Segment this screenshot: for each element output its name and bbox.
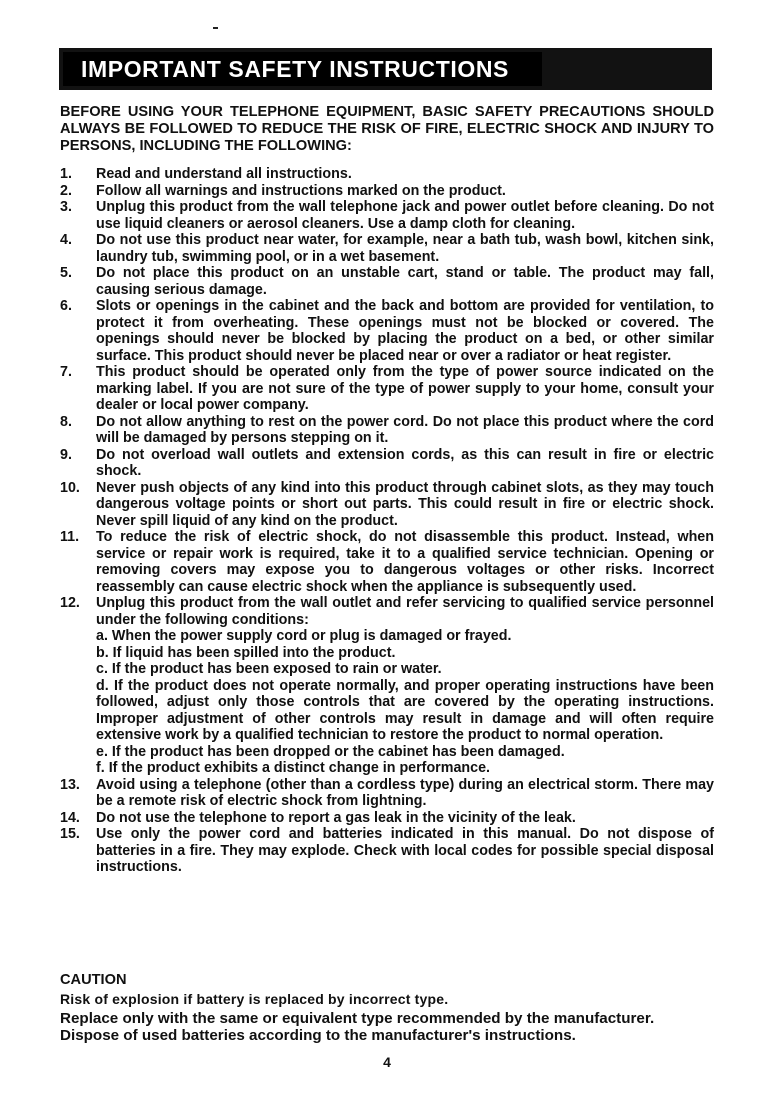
instruction-item	[60, 166, 714, 183]
item-text: Use only the power cord and batteries indicated in this manual. Do not dispose of batteries in a fire. They may explode. Check with local codes for possible special disposal instructions.	[96, 826, 714, 875]
item-number: 1.	[60, 166, 72, 182]
item-number: 11.	[60, 529, 80, 545]
instruction-item	[60, 826, 714, 876]
instruction-item	[60, 810, 714, 827]
caution-subheading: Risk of explosion if battery is replaced by incorrect type.	[60, 991, 449, 1007]
page-title: IMPORTANT SAFETY INSTRUCTIONS	[81, 56, 509, 82]
condition-item: d. If the product does not operate normally, and proper operating instructions have been followed, adjust only those controls that are covered by the operating instructions. Improper adjustment of other controls may result in damage and will often require extensive work by a qualified technician to restore the product to normal operation.	[96, 677, 714, 743]
item-number: 5.	[60, 265, 72, 281]
item-number: 15.	[60, 826, 80, 842]
item-number: 12.	[60, 595, 80, 611]
print-speck	[213, 27, 218, 29]
condition-item: a. When the power supply cord or plug is damaged or frayed.	[96, 628, 512, 644]
item-number: 4.	[60, 232, 72, 248]
caution-heading: CAUTION	[60, 972, 127, 988]
instruction-item	[60, 232, 714, 265]
item-number: 8.	[60, 413, 72, 430]
condition-item: c. If the product has been exposed to rain or water.	[96, 661, 442, 677]
item-text: Never push objects of any kind into this product through cabinet slots, as they may touch dangerous voltage points or short out parts. This could result in fire or electric shock. Never spill liquid of any kind on the product.	[96, 479, 714, 529]
item-number: 3.	[60, 199, 72, 215]
instruction-item	[60, 199, 714, 232]
instruction-item	[60, 298, 714, 364]
condition-item: f. If the product exhibits a distinct change in performance.	[96, 760, 491, 776]
caution-body: Replace only with the same or equivalent type recommended by the manufacturer. Dispose of used batteries according to the manufacturer's instructions.	[60, 1010, 655, 1044]
item-text: Do not use this product near water, for example, near a bath tub, wash bowl, kitchen sink, laundry tub, swimming pool, or in a wet basement.	[96, 232, 714, 265]
instruction-item	[60, 414, 714, 447]
condition-item: e. If the product has been dropped or the cabinet has been damaged.	[96, 743, 565, 760]
item-number: 2.	[60, 182, 72, 199]
item-text: Avoid using a telephone (other than a cordless type) during an electrical storm. There may be a remote risk of electric shock from lightning.	[96, 776, 714, 809]
title-banner-box	[63, 52, 542, 86]
item-number: 13.	[60, 776, 80, 793]
instruction-item	[60, 777, 714, 810]
item-text: Unplug this product from the wall telephone jack and power outlet before cleaning. Do not use liquid cleaners or aerosol cleaners. Use a damp cloth for cleaning.	[96, 199, 714, 232]
instruction-item	[60, 447, 714, 480]
instruction-item	[60, 529, 714, 595]
item-text: To reduce the risk of electric shock, do not disassemble this product. Instead, when service or repair work is required, take it to a qualified service technician. Opening or removing covers may expose you to dangerous voltages or other risks. Incorrect reassembly can cause electric shock when the appliance is subsequently used.	[96, 529, 714, 595]
instruction-item	[60, 595, 714, 777]
item-number: 9.	[60, 446, 72, 463]
item-text: Slots or openings in the cabinet and the back and bottom are provided for ventilation, to protect it from overheating. These openings must not be blocked or covered. The openings should never be blocked by placing the product on a bed, or other similar surface. This product should never be placed near or over a radiator or heat register.	[96, 298, 714, 364]
item-number: 6.	[60, 298, 72, 314]
instruction-item	[60, 480, 714, 530]
instruction-item	[60, 183, 714, 200]
item-text: Follow all warnings and instructions marked on the product.	[96, 182, 506, 199]
page-number: 4	[383, 1054, 391, 1070]
item-text: Do not use the telephone to report a gas leak in the vicinity of the leak.	[96, 809, 576, 826]
item-number: 14.	[60, 809, 80, 826]
condition-item: b. If liquid has been spilled into the product.	[96, 644, 396, 661]
safety-instructions-list	[60, 166, 714, 876]
title-banner	[59, 48, 712, 90]
instruction-item	[60, 265, 714, 298]
item-text: Do not allow anything to rest on the power cord. Do not place this product where the cord will be damaged by persons stepping on it.	[96, 413, 714, 446]
item-text: Unplug this product from the wall outlet and refer servicing to qualified service personnel under the following conditions:	[96, 595, 714, 628]
intro-paragraph: BEFORE USING YOUR TELEPHONE EQUIPMENT, BASIC SAFETY PRECAUTIONS SHOULD ALWAYS BE FOLLOWED TO REDUCE THE RISK OF FIRE, ELECTRIC SHOCK AND INJURY TO PERSONS, INCLUDING THE FOLLOWING:	[60, 104, 714, 154]
instruction-item	[60, 364, 714, 414]
item-text: Read and understand all instructions.	[96, 166, 352, 182]
item-text: Do not overload wall outlets and extension cords, as this can result in fire or electric shock.	[96, 446, 714, 479]
item-text: Do not place this product on an unstable cart, stand or table. The product may fall, causing serious damage.	[96, 265, 714, 298]
item-number: 10.	[60, 479, 80, 496]
item-number: 7.	[60, 364, 72, 380]
item-text: This product should be operated only from the type of power source indicated on the marking label. If you are not sure of the type of power supply to your home, consult your dealer or local power company.	[96, 364, 714, 413]
